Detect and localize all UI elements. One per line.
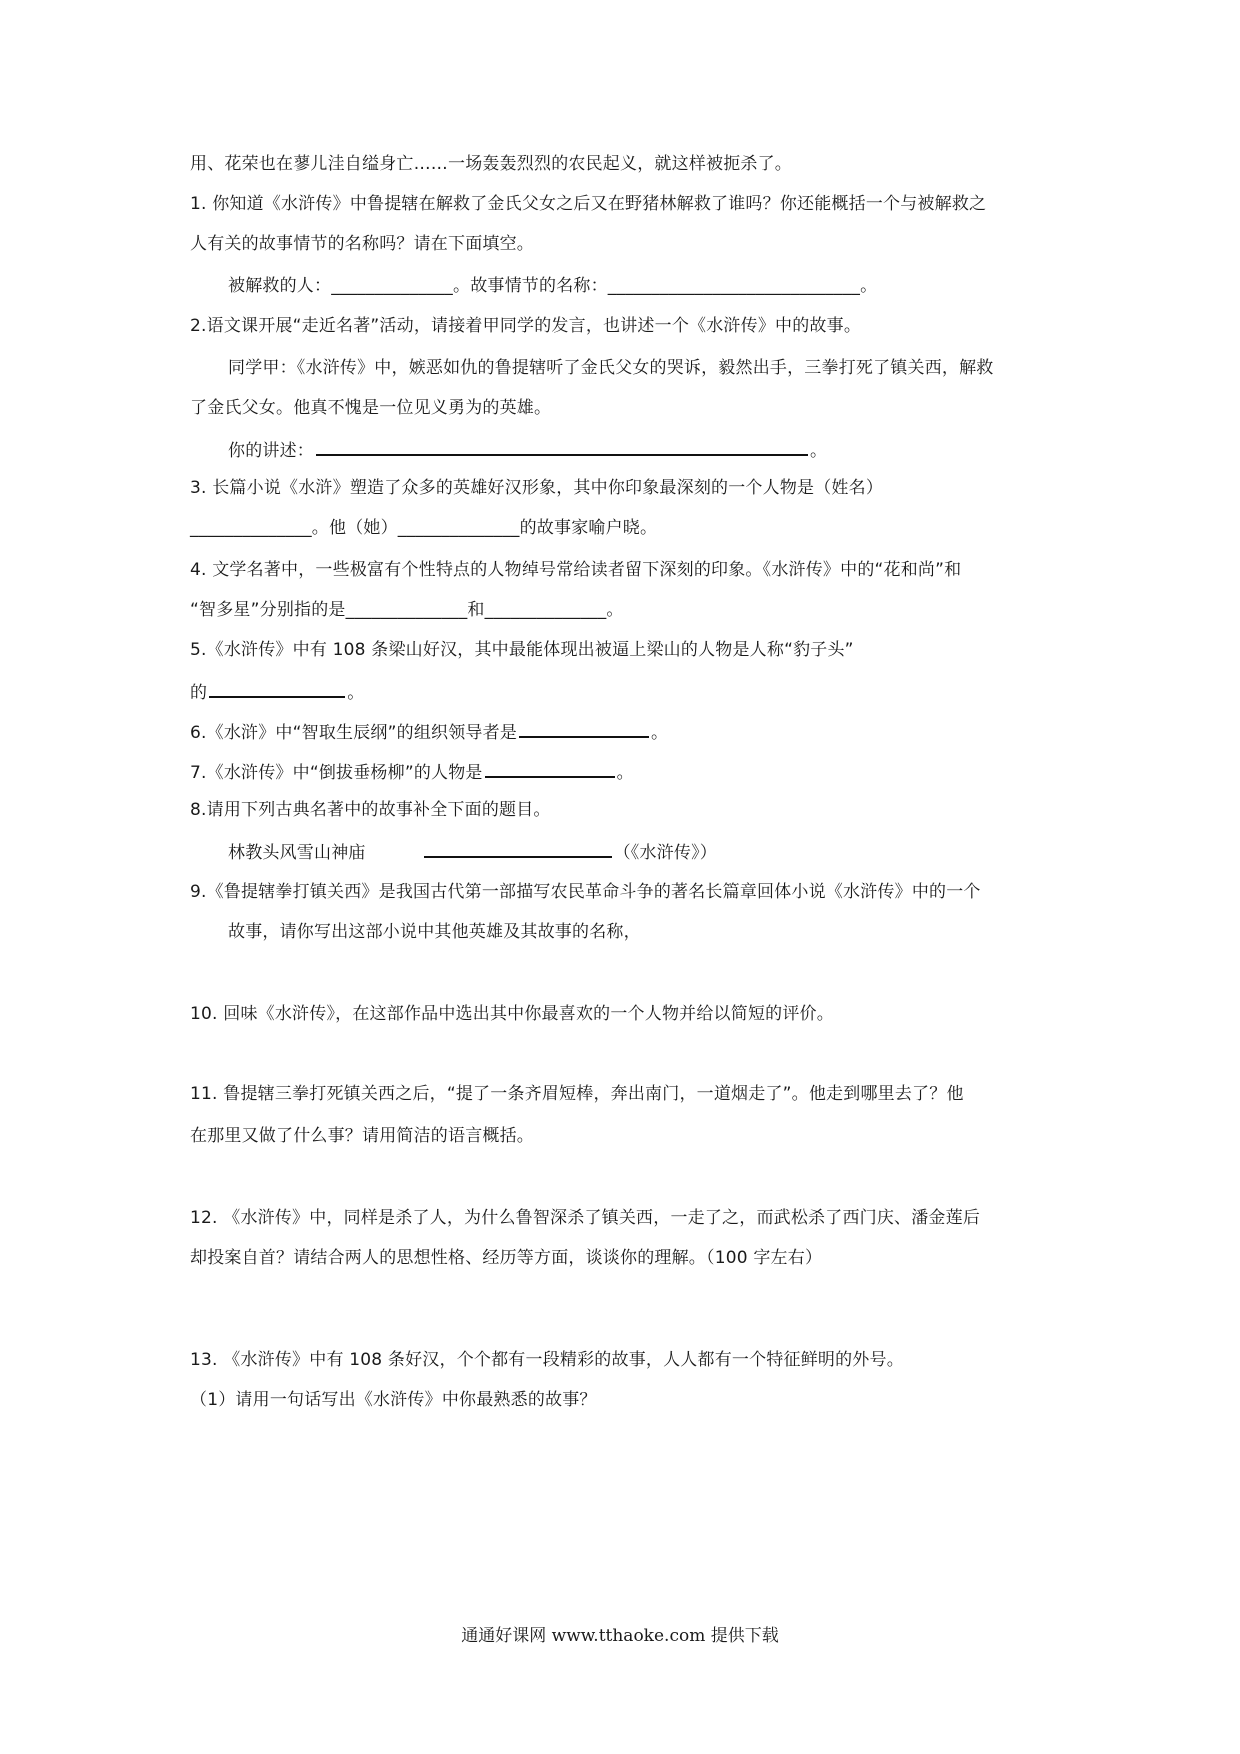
question-10: 10. 回味《水浒传》，在这部作品中选出其中你最喜欢的一个人物并给以简短的评价。 [190,1004,834,1024]
answer-blank[interactable] [316,436,808,456]
question-text: 6.《水浒》中“智取生辰纲”的组织领导者是 [190,723,518,743]
question-12: 12. 《水浒传》中，同样是杀了人，为什么鲁智深杀了镇关西，一走了之，而武松杀了西门庆、潘金莲后 [190,1208,981,1228]
answer-blank[interactable] [424,838,612,858]
question-8: 8.请用下列古典名著中的故事补全下面的题目。 [190,800,551,820]
answer-blank[interactable] [485,758,615,778]
answer-blank[interactable] [519,718,649,738]
period: 。 [347,683,365,703]
text-line: “智多星”分别指的是______________和______________。 [190,600,624,620]
text-line: ______________。他（她）______________的故事家喻户晓。 [190,518,658,538]
text-line: 用、花荣也在蓼儿洼自缢身亡……一场轰轰烈烈的农民起义，就这样被扼杀了。 [190,154,792,174]
text-line: 同学甲：《水浒传》中，嫉恶如仇的鲁提辖听了金氏父女的哭诉，毅然出手，三拳打死了镇关西，解救 [228,358,994,378]
answer-line-5 [190,678,364,705]
question-6 [190,718,668,745]
answer-blank[interactable] [209,678,345,698]
question-5: 5.《水浒传》中有 108 条梁山好汉，其中最能体现出被逼上梁山的人物是人称“豹子头” [190,640,854,660]
text-line: 故事，请你写出这部小说中其他英雄及其故事的名称， [228,922,641,942]
answer-line-1: 被解救的人：______________。故事情节的名称：_____________________________。 [228,276,878,296]
answer-line-2 [228,436,827,463]
answer-line-8 [228,838,717,865]
story-title: 林教头风雪山神庙 [228,843,366,863]
book-note: （《水浒传》） [613,843,718,863]
text-line: 了金氏父女。他真不愧是一位见义勇为的英雄。 [190,398,552,418]
text-line: 人有关的故事情节的名称吗？请在下面填空。 [190,234,534,254]
question-13: 13. 《水浒传》中有 108 条好汉，个个都有一段精彩的故事，人人都有一个特征鲜明的外号。 [190,1350,904,1370]
answer-label: 你的讲述： [228,441,314,461]
footer-credit: 通通好课网 www.tthaoke.com 提供下载 [461,1626,779,1646]
text-line: 却投案自首？请结合两人的思想性格、经历等方面，谈谈你的理解。（100 字左右） [190,1248,823,1268]
sub-question: （1）请用一句话写出《水浒传》中你最熟悉的故事？ [190,1390,597,1410]
question-9: 9.《鲁提辖拳打镇关西》是我国古代第一部描写农民革命斗争的著名长篇章回体小说《水浒传》中的一个 [190,882,981,902]
question-7 [190,758,634,785]
question-1: 1. 你知道《水浒传》中鲁提辖在解救了金氏父女之后又在野猪林解救了谁吗？你还能概括一个与被解救之 [190,194,987,214]
period: 。 [651,723,669,743]
question-2: 2.语文课开展“走近名著”活动，请接着甲同学的发言，也讲述一个《水浒传》中的故事。 [190,316,862,336]
question-3: 3. 长篇小说《水浒》塑造了众多的英雄好汉形象，其中你印象最深刻的一个人物是（姓名） [190,478,884,498]
question-4: 4. 文学名著中，一些极富有个性特点的人物绰号常给读者留下深刻的印象。《水浒传》中的“花和尚”和 [190,560,962,580]
question-text: 7.《水浒传》中“倒拔垂杨柳”的人物是 [190,763,483,783]
question-11: 11. 鲁提辖三拳打死镇关西之后，“提了一条齐眉短棒，奔出南门，一道烟走了”。他走到哪里去了？他 [190,1084,964,1104]
period: 。 [616,763,634,783]
answer-label: 的 [190,683,208,703]
text-line: 在那里又做了什么事？请用简洁的语言概括。 [190,1126,534,1146]
period: 。 [810,441,828,461]
